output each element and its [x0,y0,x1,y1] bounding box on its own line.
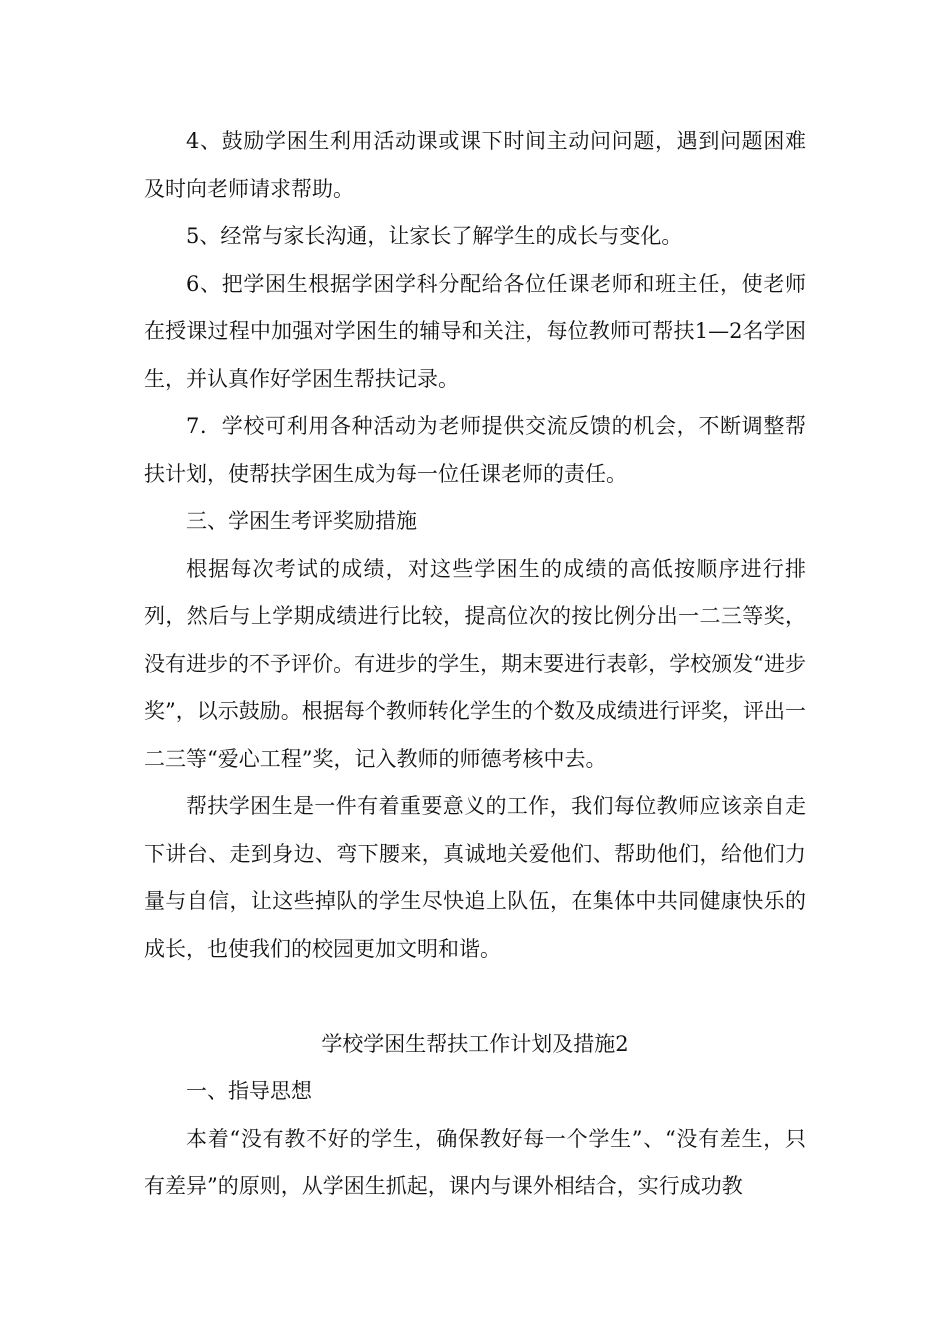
section-title-2: 学校学困生帮扶工作计划及措施2 [321,1031,629,1056]
paragraph-rewards-body: 根据每次考试的成绩，对这些学困生的成绩的高低按顺序进行排列，然后与上学期成绩进行比较，提高位次的按比例分出一二三等奖，没有进步的不予评价。有进步的学生，期末要进行表彰，学校颁发“进步奖”，以示鼓励。根据每个教师转化学生的个数及成绩进行评奖，评出一二三等“爱心工程”奖，记入教师的师德考核中去。 [144,556,806,771]
document-page [144,118,806,1211]
paragraph-item-4: 4、鼓励学困生利用活动课或课下时间主动问问题，遇到问题困难及时向老师请求帮助。 [144,129,806,201]
paragraph-item-5: 5、经常与家长沟通，让家长了解学生的成长与变化。 [186,224,683,248]
section-heading-rewards: 三、学困生考评奖励措施 [186,509,417,533]
paragraph-guiding-thought-body: 本着“没有教不好的学生，确保教好每一个学生”、“没有差生，只有差异”的原则，从学困生抓起，课内与课外相结合，实行成功教 [144,1126,806,1198]
paragraph-item-7: 7．学校可利用各种活动为老师提供交流反馈的机会，不断调整帮扶计划，使帮扶学困生成为每一位任课老师的责任。 [144,414,806,486]
section-heading-guiding-thought: 一、指导思想 [186,1079,312,1103]
paragraph-item-6: 6、把学困生根据学困学科分配给各位任课老师和班主任，使老师在授课过程中加强对学困生的辅导和关注，每位教师可帮扶1—2名学困生，并认真作好学困生帮扶记录。 [144,271,806,391]
section-spacer [144,973,806,1021]
paragraph-conclusion: 帮扶学困生是一件有着重要意义的工作，我们每位教师应该亲自走下讲台、走到身边、弯下腰来，真诚地关爱他们、帮助他们，给他们力量与自信，让这些掉队的学生尽快追上队伍，在集体中共同健康快乐的成长，也使我们的校园更加文明和谐。 [144,794,806,961]
